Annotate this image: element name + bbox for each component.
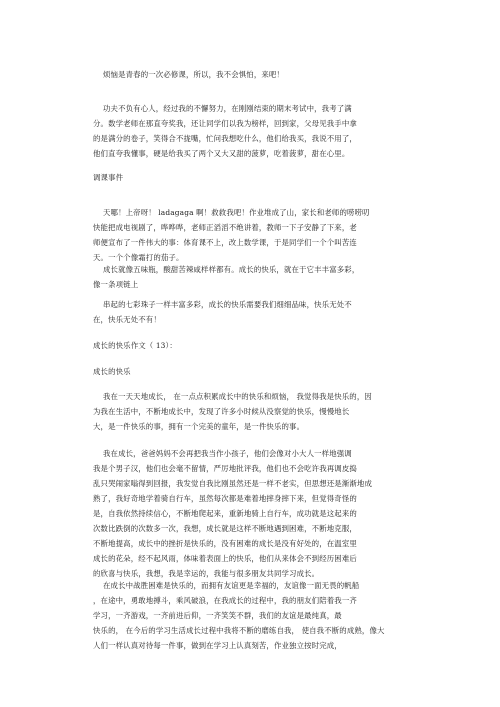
- text-line: 在，快乐无处不有！: [93, 315, 161, 324]
- paragraph-growth-bottle: [93, 262, 411, 292]
- text-line: 不断地提高，成长中的挫折是快乐的，没有困难的成长是没有好处的，在温室里: [93, 539, 357, 548]
- text-line: 功夫不负有心人，经过我的不懈努力，在刚刚结束的期末考试中，我考了满: [103, 104, 352, 113]
- text-line: 人们一样认真对待每一件事，做到在学习上认真刻苦，作业独立按时完成，: [93, 641, 342, 650]
- text-line: 学习，一齐游戏，一齐前进后仰，一齐笑笑不群，我们的友谊是最纯真，最: [93, 611, 342, 620]
- text-line: 快乐的， 在今后的学习生活成长过程中我将不断的磨练自我， 使自我不断的成熟，像大: [93, 626, 385, 635]
- text-line: 大，是一件快乐的事，拥有一个完美的童年，是一件快乐的事。: [93, 422, 305, 431]
- text-line: 串起的七彩珠子一样丰富多彩，成长的快乐需要我们细细品味，快乐无处不: [103, 300, 352, 309]
- text-line: 师便宣布了一件伟大的事：体育课不上，改上数学课，于是同学们一个个叫苦连: [93, 238, 357, 247]
- text-line: 分。数学老师在那直夸奖我，还让同学们以我为榜样，回到家，父母见我手中拿: [93, 119, 357, 128]
- text-line: ，在途中，勇敢地搏斗，乘风破浪，在我成长的过程中，我的朋友们陪着我一齐: [93, 596, 357, 605]
- paragraph-intro: [93, 67, 411, 82]
- text-line: 的欣喜与快乐，我想，我是幸运的，我能与很多朋友共同学习成长。: [93, 569, 320, 578]
- text-line: 快能把成电视剧了，哗哗哗，老师正滔滔不绝讲着，教师一下子安静了下来，老: [93, 223, 357, 232]
- text-line: 乱只哭闹家嗡得到回报，我发觉自我比刚虽然还是一样不老实，但思想还是渐渐地成: [93, 479, 373, 488]
- text-line: 成长就像五味瓶，酸甜苦辣咸样样都有。成长的快乐，就在于它丰丰富多彩，: [103, 265, 360, 274]
- text-line: 我在成长，爸爸妈妈不会再把我当作小孩子，他们会像对小大人一样地强调: [103, 449, 352, 458]
- heading-text: 成长的快乐: [93, 367, 131, 376]
- text-line: 天。一个个像霜打的茄子。: [93, 253, 184, 262]
- paragraph-friendship: [93, 578, 411, 653]
- paragraph-beads: [93, 297, 411, 327]
- heading-text: 成长的快乐作文（ 13）：: [93, 341, 177, 350]
- text-line: 像一条项链上: [93, 280, 139, 289]
- text-line: 天哪！上帝呀！ ladagaga 啊！救救我吧！作业堆成了山，家长和老师的唠唠叨: [103, 208, 370, 217]
- text-line: 我是个男子汉，他们也会毫不留情，严厉地批评我，他们也不会吃许我再调皮捣: [93, 464, 357, 473]
- paragraph-parents: [93, 446, 411, 581]
- essay-title: [93, 364, 411, 379]
- essay-number-heading: [93, 338, 411, 353]
- text-line: 他们直夸我懂事，硬是给我买了两个又大又甜的菠萝，吃着菠萝，甜在心里。: [93, 149, 350, 158]
- text-line: 次数比跌倒的次数多一次，我想，成长就是这样不断地遇到困难，不断地克服，: [93, 524, 357, 533]
- section-heading-class-change: [93, 170, 411, 185]
- text-line: 为我在生活中，不断地成长中，发现了许多小时候从没察觉的快乐，慢慢地长: [93, 407, 350, 416]
- text-line: 成长的花朵，经不起风雨，体味着表面上的快乐，他们从来体会不到经历困难后: [93, 554, 357, 563]
- text-line: 在成长中战胜困难是快乐的，而拥有友谊更是幸福的，友谊像一面无畏的帆船: [103, 581, 360, 590]
- paragraph-growing-up: [93, 389, 411, 434]
- text-line: 的是满分的卷子，笑得合不拢嘴，忙问我想吃什么，他们给我买，我说不用了，: [93, 134, 357, 143]
- text-line: 是，自我依然持续信心，不断地爬起来，重新地骑上自行车，成功就是这起来的: [93, 509, 357, 518]
- paragraph-exam: [93, 101, 411, 161]
- text-line: 熟了，我好奇地学着骑自行车，虽然每次都是难着地摔身摔下来，但觉得奇怪的: [93, 494, 357, 503]
- text-line: 我在一天天地成长， 在一点点积累成长中的快乐和烦恼， 我觉得我是快乐的，因: [103, 392, 372, 401]
- text-line: 烦恼是青春的一次必修课，所以，我不会惧怕，来吧！: [103, 70, 284, 79]
- paragraph-class-change: [93, 205, 411, 265]
- heading-text: 调课事件: [93, 173, 124, 182]
